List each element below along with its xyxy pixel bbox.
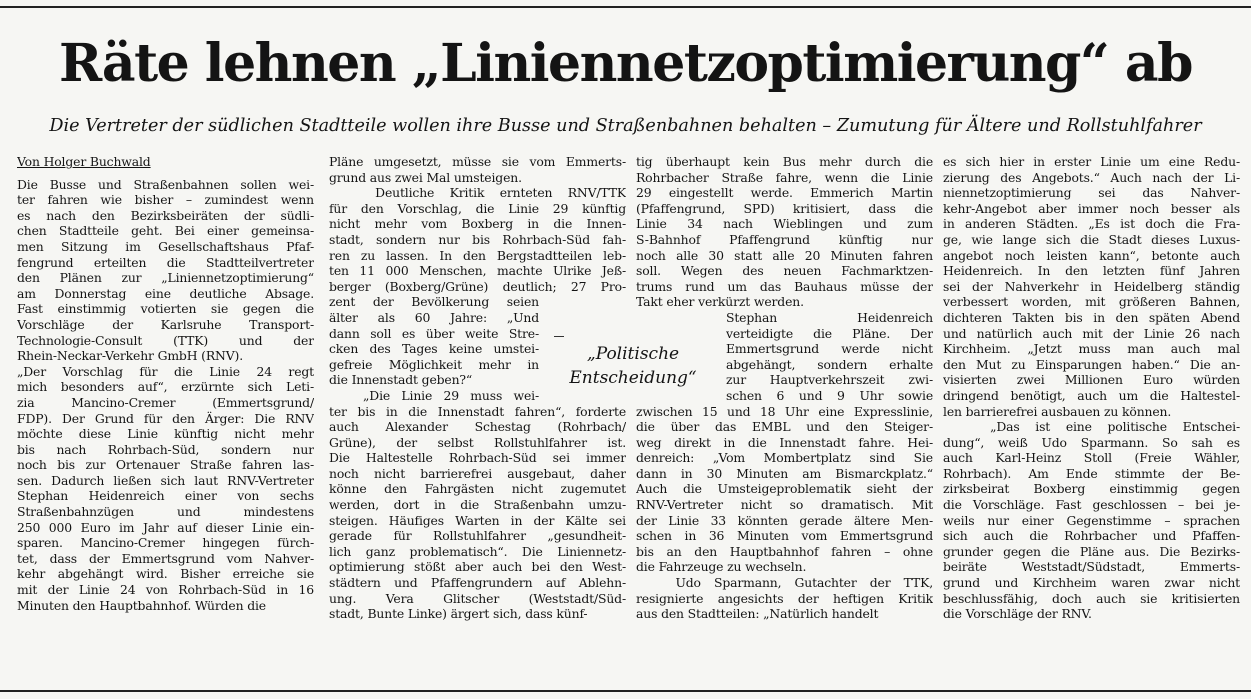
text-line: 250 000 Euro im Jahr auf dieser Linie ein-	[17, 519, 314, 535]
text-line: ter fahren wie bisher – zumindest wenn	[17, 192, 314, 208]
text-line: tig überhaupt kein Bus mehr durch die	[636, 154, 933, 169]
text-line: aus den Stadtteilen: „Natürlich handelt	[636, 606, 879, 622]
text-line: grund aus zwei Mal umsteigen.	[329, 169, 522, 185]
text-line: FDP). Der Grund für den Ärger: Die RNV	[17, 410, 314, 426]
text-line: weils nur einer Gegenstimme – sprachen	[943, 512, 1240, 528]
text-line: RNV-Vertreter nicht so dramatisch. Mit	[636, 497, 933, 513]
text-line: steigen. Häufiges Warten in der Kälte sei	[329, 512, 626, 528]
bottom-rule	[0, 690, 1251, 692]
text-line: 29 eingestellt werde. Emmerich Martin	[636, 185, 933, 201]
text-line: visierten zwei Millionen Euro würden	[943, 372, 1240, 388]
headline: Räte lehnen „Liniennetzoptimierung“ ab	[59, 33, 1192, 94]
text-line: grunder gegen die Pläne aus. Die Bezirks-	[943, 543, 1240, 559]
text-line: denreich: „Vom Mombertplatz sind Sie	[636, 450, 933, 466]
text-line: auch Karl-Heinz Stoll (Freie Wähler,	[943, 450, 1240, 466]
text-line: dringend benötigt, auch um die Haltestel-	[943, 387, 1240, 403]
text-line: optimierung stößt aber auch bei den West-	[329, 559, 626, 575]
text-line: werden, dort in die Straßenbahn umzu-	[329, 497, 626, 513]
pullquote-line: „Politische	[586, 344, 680, 364]
text-line: Rohrbach). Am Ende stimmte der Be-	[943, 465, 1240, 481]
text-line: Auch die Umsteigeproblematik sieht der	[636, 481, 933, 497]
text-line: noch nicht barrierefrei ausgebaut, daher	[329, 465, 626, 481]
text-line: chen Stadtteile geht. Bei einer gemeinsa-	[17, 223, 314, 239]
text-line: ten 11 000 Menschen, machte Ulrike Jeß-	[329, 263, 626, 279]
text-line: abgehängt, sondern erhalte	[726, 356, 933, 372]
text-line: stadt, sondern nur bis Rohrbach-Süd fah-	[329, 231, 626, 247]
text-line: mich besonders auf“, erzürnte sich Leti-	[17, 379, 314, 395]
text-line: beschlussfähig, doch auch sie kritisierten	[943, 590, 1240, 606]
text-line: Grüne), der selbst Rollstuhlfahrer ist.	[329, 434, 626, 450]
text-line: Emmertsgrund werde nicht	[726, 341, 933, 357]
text-line: die Vorschläge. Fast geschlossen – bei je-	[943, 497, 1240, 513]
text-line: berger (Boxberg/Grüne) deutlich; 27 Pro-	[329, 278, 626, 294]
text-line: men Sitzung im Gesellschaftshaus Pfaf-	[17, 238, 314, 254]
text-line: den Mut zu Einsparungen haben.“ Die an-	[943, 356, 1240, 372]
text-line: zirksbeirat Boxberg einstimmig gegen	[943, 481, 1240, 497]
text-line: Udo Sparmann, Gutachter der TTK,	[636, 575, 933, 591]
text-line: kehr abgehängt wird. Bisher erreiche sie	[17, 566, 314, 582]
text-line: zur Hauptverkehrszeit zwi-	[726, 372, 933, 388]
top-rule	[0, 6, 1251, 8]
text-line: S-Bahnhof Pfaffengrund künftig nur	[636, 231, 933, 247]
text-line: auch Alexander Schestag (Rohrbach/	[329, 419, 626, 435]
text-line: fengrund erteilten die Stadtteilvertreter	[17, 254, 314, 270]
text-line: niennetzoptimierung sei das Nahver-	[943, 185, 1240, 201]
text-line: den Plänen zur „Liniennetzoptimierung“	[17, 270, 314, 286]
text-line: Stephan Heidenreich	[726, 309, 933, 325]
text-line: schen in 36 Minuten vom Emmertsgrund	[636, 528, 933, 544]
text-line: ung. Vera Glitscher (Weststadt/Süd-	[329, 590, 626, 606]
text-line: gefreie Möglichkeit mehr in	[329, 356, 539, 372]
pullquote-line: Entscheidung“	[569, 368, 697, 388]
text-line: die Fahrzeuge zu wechseln.	[636, 559, 807, 575]
text-line: Pläne umgesetzt, müsse sie vom Emmerts-	[329, 154, 626, 169]
text-line: sich auch die Rohrbacher und Pfaffen-	[943, 528, 1240, 544]
text-line: bis an den Hauptbahnhof fahren – ohne	[636, 543, 933, 559]
text-line: dann soll es über weite Stre-	[329, 325, 539, 341]
text-line: zwischen 15 und 18 Uhr eine Expresslinie,	[636, 403, 933, 419]
text-line: nicht mehr vom Boxberg in die Innen-	[329, 216, 626, 232]
text-line: stadt, Bunte Linke) ärgert sich, dass künf-	[329, 606, 588, 622]
text-line: verbessert worden, mit größeren Bahnen,	[943, 294, 1240, 310]
subheadline: Die Vertreter der südlichen Stadtteile wollen ihre Busse und Straßenbahnen behalten – Zumutung für Ältere und Rollstuhlfahrer	[49, 116, 1202, 136]
text-line: noch bis zur Ortenauer Straße fahren las-	[17, 457, 314, 473]
text-line: kehr-Angebot aber immer noch besser als	[943, 200, 1240, 216]
text-line: angebot noch leisten kann“, betonte auch	[943, 247, 1240, 263]
text-line: Linie 34 nach Wieblingen und zum	[636, 216, 933, 232]
text-line: „Die Linie 29 muss wei-	[329, 387, 539, 403]
text-line: es nach den Bezirksbeiräten der südli-	[17, 207, 314, 223]
text-line: dichteren Takten bis in den späten Abend	[943, 309, 1240, 325]
text-line: Die Haltestelle Rohrbach-Süd sei immer	[329, 450, 626, 466]
text-line: ren zu lassen. In den Bergstadtteilen leb-	[329, 247, 626, 263]
text-line: sen. Dadurch ließen sich laut RNV-Vertreter	[17, 472, 314, 488]
text-line: Deutliche Kritik ernteten RNV/TTK	[329, 185, 626, 201]
text-line: schen 6 und 9 Uhr sowie	[726, 387, 933, 403]
text-line: Technologie-Consult (TTK) und der	[17, 332, 314, 348]
text-line: dung“, weiß Udo Sparmann. So sah es	[943, 434, 1240, 450]
text-line: dann in 30 Minuten am Bismarckplatz.“	[636, 465, 933, 481]
text-line: „Der Vorschlag für die Linie 24 regt	[17, 363, 314, 379]
text-line: noch alle 30 statt alle 20 Minuten fahren	[636, 247, 933, 263]
text-line: älter als 60 Jahre: „Und	[329, 309, 539, 325]
text-line: Rohrbacher Straße fahre, wenn die Linie	[636, 169, 933, 185]
text-line: lich ganz problematisch“. Die Liniennetz-	[329, 543, 626, 559]
text-line: mit der Linie 24 von Rohrbach-Süd in 16	[17, 582, 314, 598]
text-line: Rhein-Neckar-Verkehr GmbH (RNV).	[17, 348, 243, 364]
text-line: zent der Bevölkerung seien	[329, 294, 539, 310]
text-line: ter bis in die Innenstadt fahren“, forderte	[329, 403, 626, 419]
text-line: Minuten den Hauptbahnhof. Würden die	[17, 597, 266, 613]
text-line: gerade für Rollstuhlfahrer „gesundheit-	[329, 528, 626, 544]
text-line: möchte diese Linie künftig nicht mehr	[17, 426, 314, 442]
byline: Von Holger Buchwald	[17, 154, 151, 169]
text-line: bis nach Rohrbach-Süd, sondern nur	[17, 441, 314, 457]
text-line: sparen. Mancino-Cremer hingegen fürch-	[17, 535, 314, 551]
text-line: len barrierefrei ausbauen zu können.	[943, 403, 1172, 419]
text-line: weg direkt in die Innenstadt fahre. Hei-	[636, 434, 933, 450]
pullquote-rule	[554, 336, 564, 337]
text-line: Vorschläge der Karlsruhe Transport-	[17, 316, 314, 332]
text-line: Heidenreich. In den letzten fünf Jahren	[943, 263, 1240, 279]
text-line: trums rund um das Bauhaus müsse der	[636, 278, 933, 294]
text-line: die Innenstadt geben?“	[329, 372, 473, 388]
text-line: grund und Kirchheim waren zwar nicht	[943, 575, 1240, 591]
text-line: für den Vorschlag, die Linie 29 künftig	[329, 200, 626, 216]
text-line: Die Busse und Straßenbahnen sollen wei-	[17, 176, 314, 192]
text-line: (Pfaffengrund, SPD) kritisiert, dass die	[636, 200, 933, 216]
text-line: cken des Tages keine umstei-	[329, 341, 539, 357]
pullquote	[553, 342, 713, 390]
text-line: Stephan Heidenreich einer von sechs	[17, 488, 314, 504]
text-line: soll. Wegen des neuen Fachmarktzen-	[636, 263, 933, 279]
article-column-4	[943, 154, 1240, 622]
text-line: städtern und Pfaffengrundern auf Ablehn-	[329, 575, 626, 591]
text-line: und natürlich auch mit der Linie 26 nach	[943, 325, 1240, 341]
text-line: zia Mancino-Cremer (Emmertsgrund/	[17, 394, 314, 410]
text-line: resignierte angesichts der heftigen Kritik	[636, 590, 933, 606]
text-line: „Das ist eine politische Entschei-	[943, 419, 1240, 435]
text-line: es sich hier in erster Linie um eine Redu-	[943, 154, 1240, 169]
text-line: könne den Fahrgästen nicht zugemutet	[329, 481, 626, 497]
text-line: beiräte Weststadt/Südstadt, Emmerts-	[943, 559, 1240, 575]
text-line: Kirchheim. „Jetzt muss man auch mal	[943, 341, 1240, 357]
text-line: tet, dass der Emmertsgrund vom Nahver-	[17, 550, 314, 566]
text-line: in anderen Städten. „Es ist doch die Fra-	[943, 216, 1240, 232]
text-line: zierung des Angebots.“ Auch nach der Li-	[943, 169, 1240, 185]
text-line: sei der Nahverkehr in Heidelberg ständig	[943, 278, 1240, 294]
text-line: am Donnerstag eine deutliche Absage.	[17, 285, 314, 301]
text-line: ge, wie lange sich die Stadt dieses Luxus-	[943, 231, 1240, 247]
text-line: Takt eher verkürzt werden.	[636, 294, 804, 310]
article-column-1	[17, 154, 314, 613]
text-line: die über das EMBL und den Steiger-	[636, 419, 933, 435]
text-line: der Linie 33 könnten gerade ältere Men-	[636, 512, 933, 528]
text-line: Fast einstimmig votierten sie gegen die	[17, 301, 314, 317]
text-line: Straßenbahnzügen und mindestens	[17, 504, 314, 520]
byline-spacer	[17, 170, 314, 177]
text-line: die Vorschläge der RNV.	[943, 606, 1092, 622]
text-line: verteidigte die Pläne. Der	[726, 325, 933, 341]
